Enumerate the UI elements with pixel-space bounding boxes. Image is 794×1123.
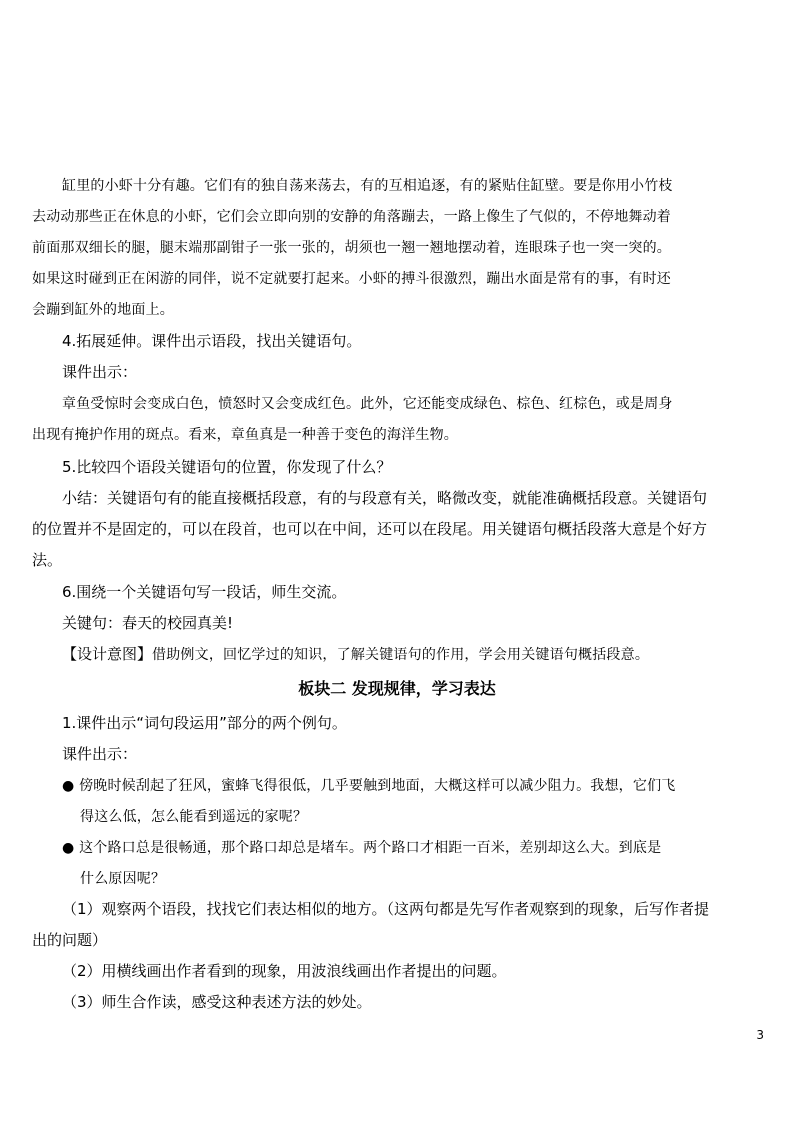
bullet-line: ● 这个路口总是很畅通，那个路口却总是堵车。两个路口才相距一百米，差别却这么大。到底是 bbox=[62, 840, 662, 856]
passage-line: 缸里的小虾十分有趣。它们有的独自荡来荡去，有的互相追逐，有的紧贴住缸壁。要是你用小竹枝 bbox=[62, 178, 673, 194]
step4-show-label: 课件出示： bbox=[62, 363, 138, 381]
sub-item-2: （2）用横线画出作者看到的现象，用波浪线画出作者提出的问题。 bbox=[62, 962, 507, 980]
passage-line: 会蹦到缸外的地面上。 bbox=[32, 302, 174, 318]
design-intent bbox=[62, 644, 649, 665]
summary-line: 的位置并不是固定的，可以在段首，也可以在中间，还可以在段尾。用关键语句概括段落大意是个好方 bbox=[32, 520, 708, 538]
section-heading: 板块二 发现规律，学习表达 bbox=[298, 679, 496, 698]
section2-step1-title: 1.课件出示“词句段运用”部分的两个例句。 bbox=[62, 714, 347, 732]
passage-line: 去动动那些正在休息的小虾，它们会立即向别的安静的角落蹦去，一路上像生了气似的，不停地舞动着 bbox=[32, 209, 671, 225]
step4-title: 4.拓展延伸。课件出示语段，找出关键语句。 bbox=[62, 332, 362, 350]
passage-line: 前面那双细长的腿，腿末端那副钳子一张一张的，胡须也一翘一翘地摆动着，连眼珠子也一突一突的。 bbox=[32, 240, 671, 256]
summary-line: 法。 bbox=[32, 551, 63, 569]
design-intent-text: 借助例文，回忆学过的知识，了解关键语句的作用，学会用关键语句概括段意。 bbox=[152, 647, 650, 663]
bullet-line: ● 傍晚时候刮起了狂风，蜜蜂飞得很低，几乎要触到地面，大概这样可以减少阻力。我想，它们飞 bbox=[62, 778, 676, 794]
passage-line: 出现有掩护作用的斑点。看来，章鱼真是一种善于变色的海洋生物。 bbox=[32, 427, 458, 443]
key-sentence: 关键句：春天的校园真美! bbox=[62, 614, 234, 632]
step6-title: 6.围绕一个关键语句写一段话，师生交流。 bbox=[62, 583, 347, 601]
passage-line: 章鱼受惊时会变成白色，愤怒时又会变成红色。此外，它还能变成绿色、棕色、红棕色，或是周身 bbox=[62, 396, 673, 412]
summary-line: 小结：关键语句有的能直接概括段意，有的与段意有关，略微改变，就能准确概括段意。关键语句 bbox=[62, 489, 708, 507]
bullet-line: 得这么低，怎么能看到遥远的家呢？ bbox=[80, 809, 308, 825]
passage-line: 如果这时碰到正在闲游的同伴，说不定就要打起来。小虾的搏斗很激烈，蹦出水面是常有的事，有时还 bbox=[32, 271, 671, 287]
sub-item-line: （1）观察两个语段，找找它们表达相似的地方。（这两句都是先写作者观察到的现象，后写作者提 bbox=[62, 900, 710, 918]
sub-item-3: （3）师生合作读，感受这种表述方法的妙处。 bbox=[62, 993, 372, 1011]
section2-show-label: 课件出示： bbox=[62, 745, 138, 763]
step5-title: 5.比较四个语段关键语句的位置，你发现了什么？ bbox=[62, 458, 392, 476]
page-number: 3 bbox=[756, 1028, 764, 1042]
sub-item-line: 出的问题） bbox=[32, 931, 108, 949]
design-intent-label: 【设计意图】 bbox=[62, 645, 153, 663]
bullet-line: 什么原因呢？ bbox=[80, 871, 166, 887]
